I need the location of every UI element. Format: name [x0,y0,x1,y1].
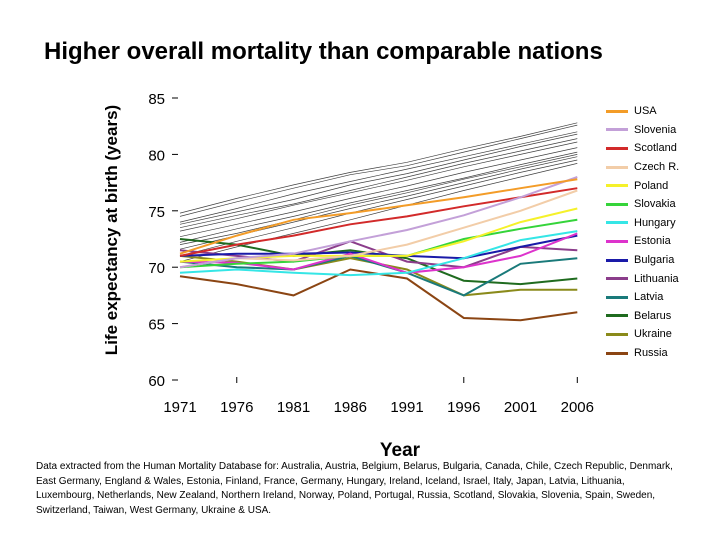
series-line-russia [180,270,577,321]
legend-item [606,214,679,233]
legend-label: Russia [634,347,668,360]
y-axis-label: Life expectancy at birth (years) [102,104,121,356]
legend-swatch [606,166,628,169]
legend-label: Latvia [634,291,664,304]
legend-item [606,176,679,195]
legend-label: Estonia [634,235,671,248]
series-line-bulgaria [180,236,577,259]
y-tick-label: 70 [148,260,165,278]
legend-item [606,158,679,177]
x-tick-label: 1991 [390,399,424,416]
x-tick-label: 1981 [276,399,311,416]
legend-item [606,139,679,158]
legend-swatch [606,333,628,336]
legend-label: Slovakia [634,198,676,211]
comparison-country-line [180,154,577,244]
comparison-country-line [180,123,577,213]
x-tick-label: 1986 [333,399,367,416]
legend-label: Scotland [634,142,677,155]
y-tick-label: 65 [148,316,165,334]
comparison-country-line [180,142,577,231]
legend-label: Slovenia [634,123,677,136]
chart-title: Higher overall mortality than comparable nations [44,38,603,65]
x-tick-label: 2006 [560,399,594,416]
comparison-country-line [180,125,577,216]
legend-swatch [606,352,628,355]
x-tick-label: 1976 [220,399,254,416]
legend-label: USA [634,105,657,118]
legend-label: Hungary [634,216,676,229]
legend-label: Ukraine [634,328,672,341]
legend-item [606,325,679,344]
x-tick-label: 1971 [163,399,197,416]
comparison-country-line [180,139,577,228]
legend-label: Czech R. [634,161,680,174]
legend-swatch [606,147,628,150]
legend-item [606,232,679,251]
legend-swatch [606,314,628,317]
y-tick-label: 75 [148,203,165,221]
legend-item [606,288,679,307]
x-tick-label: 2001 [503,399,538,416]
legend-item [606,251,679,270]
legend-item [606,344,679,363]
legend-swatch [606,277,628,280]
legend-label: Bulgaria [634,254,675,267]
series-line-ukraine [180,256,577,296]
legend-label: Lithuania [634,272,679,285]
x-tick-label: 1996 [447,399,481,416]
legend-item [606,195,679,214]
legend-label: Poland [634,179,669,192]
legend-swatch [606,128,628,131]
data-source-note: Data extracted from the Human Mortality Database for: Australia, Austria, Belgium, Belarus, Bulgaria, Canada, Chile, Czech Republic, Denmark, East Germany, England & Wales, Estonia, Finland, France, Germany, Hungary, Ireland, Iceland, Israel, Italy, Japan, Latvia, Lithuania, Luxembourg, Netherlands, New Zealand, Northern Ireland, Norway, Poland, Portugal, Russia, Scotland, Slovakia, Slovenia, Spain, Sweden, Switzerland, Taiwan, West Germany, Ukraine & USA. [36,461,673,516]
legend-item [606,102,679,121]
legend-swatch [606,221,628,224]
legend-swatch [606,240,628,243]
legend-swatch [606,184,628,187]
legend-item [606,269,679,288]
legend-swatch [606,259,628,262]
legend-label: Belarus [634,309,672,322]
series-line-usa [180,179,577,254]
legend-swatch [606,110,628,113]
y-tick-label: 60 [148,373,165,390]
legend-item [606,121,679,140]
x-axis-label: Year [379,440,421,461]
y-tick-label: 80 [148,147,165,165]
y-tick-label: 85 [148,91,165,108]
legend-swatch [606,296,628,299]
legend-swatch [606,203,628,206]
chart-legend [606,102,679,362]
legend-item [606,307,679,326]
